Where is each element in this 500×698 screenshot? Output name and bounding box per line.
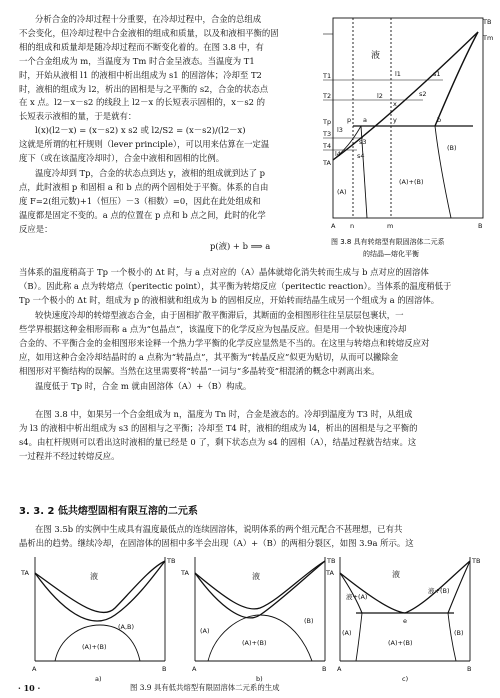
paragraph-3 xyxy=(19,266,482,308)
label-l3: l3 xyxy=(337,126,343,134)
label-t4: T4 xyxy=(323,142,332,150)
text-line: （B）。因此称 a 点为转熔点（peritectic point），其平衡为转熔反应（peritectic reaction）。当体系的温度稍低于 xyxy=(19,280,452,291)
fig39a-axis-a: A xyxy=(32,665,37,673)
fig39c-label-liquid: 液 xyxy=(392,570,400,579)
label-p: p xyxy=(347,116,352,124)
page-number: · 10 · xyxy=(18,683,41,693)
text-line: 不会变化，但冷却过程中合金液相的组成和质量，以及和液相平衡的固 xyxy=(19,27,279,38)
label-phase-ab: (A)+(B) xyxy=(399,178,424,186)
text-line: 晶析出的趋势。继续冷却，在固溶体的固相中多半会出现（A）+（B）的两相分裂区，如图 3.9a 所示。这 xyxy=(19,537,414,548)
label-ta: TA xyxy=(323,159,331,167)
paragraph-2 xyxy=(19,167,321,237)
text-line: 度 F=2(组元数)+1（恒压）－3（相数）=0，因此在此处组成和 xyxy=(19,195,261,206)
label-s3: s3 xyxy=(359,138,367,146)
label-l2: l2 xyxy=(377,92,383,100)
fig39c-axis-a: A xyxy=(337,665,342,673)
text-line: 为 l3 的液相中析出组成为 s3 的固相与之平衡；冷却至 T4 时，液相的组成为 l4，析出的固相是与之平衡的 xyxy=(19,422,418,433)
text-line: 时，液相的组成为 l2，析出的固相是与之平衡的 s2，合金的状态点 xyxy=(19,83,269,94)
label-s1: s1 xyxy=(433,70,441,78)
text-line: 温度冷却到 Tp，合金的状态点到达 y，液相的组成就到达了 p xyxy=(35,168,266,178)
reaction-equation xyxy=(210,240,330,254)
text-line: 反应是： xyxy=(19,223,53,234)
text-line: 长短表示液相的量，于是就有： xyxy=(19,111,137,122)
fig39a-label-ab: (A,B) xyxy=(118,623,135,631)
paragraph-1 xyxy=(19,13,321,166)
fig39c-label-liq-b: 液+(B) xyxy=(428,587,450,595)
text-line: 分析合金的冷却过程十分重要，在冷却过程中，合金的总组成 xyxy=(35,14,262,24)
label-tb: TB xyxy=(483,18,492,26)
text-line: 较快速度冷却的转熔型液态合金，由于固相扩散平衡滞后，其断面的金相图形往往呈层层包裹状，一 xyxy=(35,310,404,320)
label-x: x xyxy=(393,100,397,108)
fig39b-label-aplusb: (A)+(B) xyxy=(242,639,267,647)
label-b: b xyxy=(437,116,442,124)
liquidus-curve xyxy=(333,32,478,160)
text-line: 点，此时液相 p 和固相 a 和 b 点的两个固相处于平衡。体系的自由 xyxy=(19,181,269,192)
fig39b-axis-b: B xyxy=(322,665,327,673)
label-t1: T1 xyxy=(323,72,332,80)
label-t2: T2 xyxy=(323,92,332,100)
text-line: 这就是所谓的杠杆规则（lever principle），可以用来估算在一定温 xyxy=(19,139,270,150)
fig39c-label-e: e xyxy=(403,617,407,625)
label-t3: T3 xyxy=(323,130,332,138)
fig39c-label-b: (B) xyxy=(454,629,464,637)
fig39c-sublabel: c) xyxy=(402,675,409,683)
lever-rule-formula: l(x)(l2－x) = (x－s2) x s2 或 l2/S2 = (x－s2)/(l2－x) xyxy=(35,125,246,136)
label-l4: l4 xyxy=(335,150,341,158)
paragraph-6 xyxy=(19,408,482,464)
text-line: s4。由杠杆规则可以看出这时液相的量已经是 0 了，剩下状态点为 s4 的固相（A），结晶过程就告结束。这 xyxy=(19,436,417,447)
text-line: 些学界根据这种金相形而称 a 点为“包晶点”，该温度下的化学反应为包晶反应。但是用一个较快速度冷却 xyxy=(19,323,407,334)
fig39a-label-ta: TA xyxy=(21,569,29,577)
fig39b-label-tb: TB xyxy=(327,557,336,565)
solidus-b-curve xyxy=(435,32,478,126)
axis-label-b: B xyxy=(478,222,483,230)
fig39b-label-a: (A) xyxy=(200,627,210,635)
text-line: Tp 一个极小的 Δt 时，组成为 p 的液相就和组成为 b 的固相反应，开始转而结晶生成另一个组成为 a 的固溶体。 xyxy=(19,294,440,305)
text-line: 相图形对平衡结构的误解。当然在这里需要将“转晶”一词与“多晶转变”相混淆的概念中剥离出来。 xyxy=(19,365,380,376)
label-liquid: 液 xyxy=(371,51,381,61)
label-s4: s4 xyxy=(357,152,365,160)
paragraph-5 xyxy=(19,380,482,394)
text-line: 一个合金组成为 m，当温度为 Tm 时合金呈液态。当温度为 T1 xyxy=(19,55,255,66)
text-line: 度下（或在该温度冷却时），合金中液相和固相的比例。 xyxy=(19,153,225,164)
fig39c-label-liq-a: 液+(A) xyxy=(346,593,368,601)
figure-3-8-caption-line2: 的结晶—熔化平衡 xyxy=(363,250,419,258)
paragraph-7 xyxy=(19,523,482,551)
text-line: 温度都是固定不变的。a 点的位置在 p 点和 b 点之间，此时的化学 xyxy=(19,209,266,220)
figure-3-8-caption: 图 3.8 具有转熔型有限固溶体二元系 xyxy=(331,238,445,246)
paragraph-4 xyxy=(19,309,482,379)
fig39a-axis-b: B xyxy=(162,665,167,673)
figure-3-8-phase-diagram xyxy=(323,10,495,262)
fig39b-sublabel: b) xyxy=(256,675,263,683)
fig39a-sublabel: a) xyxy=(95,675,102,683)
label-phase-a: (A) xyxy=(337,188,347,196)
text-line: 相的组成和质量却是随冷却过程而不断变化着的。在图 3.8 中，有 xyxy=(19,41,264,52)
figure-3-9-caption: 图 3.9 具有低共熔型有限固溶体二元系的生成 xyxy=(130,683,280,692)
fig39c-label-a: (A) xyxy=(342,629,352,637)
fig39a-label-tb: TB xyxy=(167,557,176,565)
text-line: 合金的、不平衡合金的金相图形来诠释一个热力学平衡的化学反应显然是不当的。在这里与转熔点和转熔反应对 xyxy=(19,337,430,348)
text-line: 在图 3.5b 的实例中生成具有温度最低点的连续固溶体，说明体系的两个组元配合不甚理想，已有共 xyxy=(35,524,403,534)
axis-label-a: A xyxy=(331,222,336,230)
label-tp: Tp xyxy=(323,118,332,126)
fig39b-axis-a: A xyxy=(192,665,197,673)
figure-3-9-phase-diagrams xyxy=(20,553,485,683)
label-tm: Tm xyxy=(483,34,494,42)
fig39b-label-ta: TA xyxy=(181,569,189,577)
text-line: 在 x 点。l2－x－s2 的线段上 l2－x 的长短表示固相的，x－s2 的 xyxy=(19,97,266,108)
label-y: y xyxy=(393,116,397,124)
axis-label-m: m xyxy=(387,222,394,230)
section-heading: 3. 3. 2 低共熔型固相有限互溶的二元系 xyxy=(19,506,198,517)
fig39b-label-liquid: 液 xyxy=(252,572,260,581)
label-l1: l1 xyxy=(395,70,401,78)
solvus-b xyxy=(435,126,451,218)
text-line: 在图 3.8 中，如果另一个合金组成为 n，温度为 Tn 时，合金是液态的。冷却到温度为 T3 时，从组成 xyxy=(35,409,413,419)
text-line: 一过程并不经过转熔反应。 xyxy=(19,450,120,461)
label-a: a xyxy=(363,116,367,124)
fig39c-label-ta: TA xyxy=(326,569,334,577)
text-line: 温度低于 Tp 时，合金 m 就由固溶体（A）+（B）构成。 xyxy=(35,381,252,391)
equation-text: p(液) + b ⟹ a xyxy=(210,241,271,251)
label-phase-b: (B) xyxy=(447,144,457,152)
axis-label-n: n xyxy=(350,222,355,230)
text-line: 当体系的温度稍高于 Tp 一个极小的 Δt 时，与 a 点对应的（A）晶体就熔化消失转而生成与 b 点对应的固溶体 xyxy=(19,267,429,277)
text-line: 应，如用这种合金冷却结晶时的 a 点称为“转晶点”，其平衡为“转晶反应”似更为贴切，从而可以撇除金 xyxy=(19,351,399,362)
fig39c-axis-b: B xyxy=(467,665,472,673)
text-line: 时，开始从液相 l1 的液相中析出组成为 s1 的固溶体；冷却至 T2 xyxy=(19,69,262,80)
fig39a-label-liquid: 液 xyxy=(90,572,98,581)
fig39b-label-b: (B) xyxy=(304,617,314,625)
fig39c-label-tb: TB xyxy=(472,557,481,565)
fig39c-label-aplusb: (A)+(B) xyxy=(388,639,413,647)
label-s2: s2 xyxy=(419,90,427,98)
fig39a-label-aplusb: (A)+(B) xyxy=(82,643,107,651)
